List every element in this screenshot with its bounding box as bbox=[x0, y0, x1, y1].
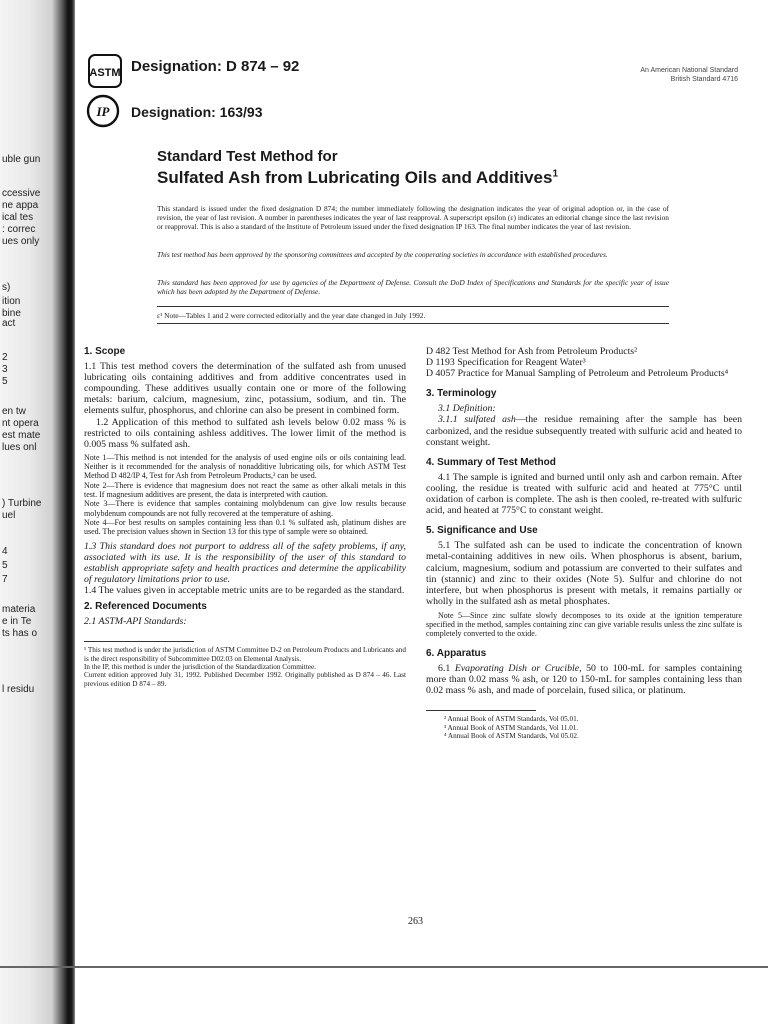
right-column bbox=[426, 346, 742, 740]
margin-fragment: ues only bbox=[2, 236, 40, 247]
ref-d4057: D 4057 Practice for Manual Sampling of Petroleum and Petroleum Products⁴ bbox=[426, 368, 729, 380]
margin-fragment: 7 bbox=[2, 574, 8, 585]
am-national-line: An American National Standard bbox=[640, 67, 738, 74]
dod-paragraph: This standard has been approved for use by agencies of the Department of Defense. Consult the DoD Index of Specifications and Standards for the specific year of issue which has been adopted by the Department of Defense. bbox=[157, 278, 669, 296]
margin-fragment: 5 bbox=[2, 376, 8, 387]
apparatus-heading: 6. Apparatus bbox=[426, 647, 487, 659]
note-2: Note 2—There is evidence that magnesium does not react the same as other alkali metals in this test. If magnesium additives are present, the data is interpreted with caution. bbox=[84, 480, 406, 500]
approval-paragraph: This test method has been approved by the sponsoring committees and accepted by the cooperating societies in accordance with established procedures. bbox=[157, 250, 608, 259]
margin-fragment: lues onl bbox=[2, 442, 37, 453]
designation-astm: Designation: D 874 – 92 bbox=[131, 58, 300, 75]
margin-fragment: en tw bbox=[2, 406, 26, 417]
note-3: Note 3—There is evidence that samples containing molybdenum can give low results because molybdenum compounds are not fully recovered at the temperature of ashing. bbox=[84, 499, 406, 518]
scope-1-3: 1.3 This standard does not purport to address all of the safety problems, if any, associated with its use. It is the responsibility of the user of this standard to establish appropriate safety and health practices and determine the applicability of regulatory limitations prior to use. bbox=[84, 540, 406, 585]
margin-fragment: 2 bbox=[2, 352, 8, 363]
margin-fragment: 4 bbox=[2, 546, 8, 557]
margin-fragment: e in Te bbox=[2, 616, 32, 627]
margin-fragment: s) bbox=[2, 282, 11, 293]
editorial-note: ε¹ Note—Tables 1 and 2 were corrected editorially and the year date changed in July 1992. bbox=[157, 311, 426, 320]
footnote-rule-right bbox=[426, 710, 536, 711]
definition-label: 3.1 Definition: bbox=[438, 403, 496, 415]
title-line-2 bbox=[157, 168, 558, 188]
astm-api-standards: 2.1 ASTM-API Standards: bbox=[84, 616, 187, 628]
terminology-heading: 3. Terminology bbox=[426, 388, 497, 400]
scope-1-1: 1.1 This test method covers the determination of the sulfated ash from unused lubricating oils containing additives and from additive concentrates used in compounding. These additives usually contain one or more of the following metals: barium, calcium, magnesium, zinc, potassium, sodium, and tin. The elements sulfur, phosphorus, and chlorine can also be present in combined form. bbox=[84, 361, 406, 417]
svg-text:IP: IP bbox=[96, 104, 110, 119]
ip-logo-icon bbox=[86, 94, 120, 128]
apparatus-label: 6.1 bbox=[438, 662, 455, 674]
footnote-1: ¹ This test method is under the jurisdiction of ASTM Committee D-2 on Petroleum Products and Lubricants and is the direct responsibility of Subcommittee D02.03 on Elemental Analysis. bbox=[84, 646, 406, 663]
title-line-1: Standard Test Method for bbox=[157, 148, 338, 165]
margin-fragment: ical tes bbox=[2, 212, 34, 223]
left-column bbox=[84, 346, 406, 688]
apparatus-term: Evaporating Dish or Crucible bbox=[454, 662, 580, 674]
definition-text: —the residue remaining after the sample has been carbonized, and the residue subsequently treated with sulfuric acid and heated to constant weight. bbox=[426, 414, 742, 448]
ref-d482: D 482 Test Method for Ash from Petroleum Products² bbox=[426, 346, 638, 357]
referenced-documents-heading: 2. Referenced Documents bbox=[84, 600, 207, 612]
margin-fragment: nt opera bbox=[2, 418, 39, 429]
note-4: Note 4—For best results on samples containing less than 0.1 % sulfated ash, platinum dishes are used. The precision values shown in Section 13 for this type of sample were so obtained. bbox=[84, 517, 406, 537]
footnote-1b: In the IP, this method is under the jurisdiction of the Standardization Committee. bbox=[84, 662, 316, 671]
scope-1-2: 1.2 Application of this method to sulfated ash levels below 0.02 mass % is restricted to oils containing ashless additives. The lower limit of the method is 0.005 mass % sulfated ash. bbox=[84, 416, 406, 450]
margin-fragment: 3 bbox=[2, 364, 8, 375]
designation-ip: Designation: 163/93 bbox=[131, 104, 263, 120]
scope-1-4: 1.4 The values given in acceptable metric units are to be regarded as the standard. bbox=[84, 584, 405, 596]
margin-fragment: act bbox=[2, 318, 16, 329]
ref-d1193: D 1193 Specification for Reagent Water³ bbox=[426, 357, 586, 369]
margin-fragment: est mate bbox=[2, 430, 41, 441]
british-standard-line: British Standard 4716 bbox=[670, 76, 738, 83]
margin-fragment: ccessive bbox=[2, 188, 41, 199]
title-text: Sulfated Ash from Lubricating Oils and Additives bbox=[157, 168, 553, 187]
summary-4-1: 4.1 The sample is ignited and burned until only ash and carbon remain. After cooling, the residue is treated with sulfuric acid and heated at 775°C until oxidation of carbon is complete. The ash is then cooled, re-treated with sulfuric acid, and heated at 775°C to constant weight. bbox=[426, 471, 742, 517]
title-footnote-mark: 1 bbox=[552, 168, 559, 180]
scope-heading: 1. Scope bbox=[84, 346, 126, 357]
footnote-1c: Current edition approved July 31, 1992. Published December 1992. Originally published as D 874 – 46. Last previous edition D 874 – 89. bbox=[84, 671, 406, 688]
margin-fragment: l residu bbox=[2, 684, 35, 695]
margin-fragment: ) Turbine bbox=[2, 498, 42, 509]
term-sulfated-ash: 3.1.1 sulfated ash bbox=[438, 414, 516, 426]
astm-logo-icon bbox=[88, 54, 122, 88]
margin-fragment: materia bbox=[2, 604, 36, 615]
bottom-scan-edge bbox=[0, 966, 768, 968]
intro-rule-bottom bbox=[157, 323, 669, 324]
apparatus-text: , 50 to 100-mL for samples containing more than 0.02 mass % ash, or 120 to 150-mL for samples containing less than 0.02 mass % ash, and made of porcelain, fused silica, or platinum. bbox=[426, 662, 742, 697]
footnote-4: ⁴ Annual Book of ASTM Standards, Vol 05.02. bbox=[444, 731, 579, 740]
margin-fragment: uel bbox=[2, 510, 16, 521]
page-number: 263 bbox=[408, 916, 423, 927]
note-1: Note 1—This method is not intended for the analysis of used engine oils or oils containing lead. Neither is it recommended for the analysis of nonadditive lubricating oils, for which ASTM Test Method D 482/IP 4, Test for Ash from Petroleum Products,² can be used. bbox=[84, 452, 406, 481]
margin-fragment: bine bbox=[2, 308, 21, 319]
margin-fragment: ne appa bbox=[2, 200, 39, 211]
significance-5-1: 5.1 The sulfated ash can be used to indicate the concentration of known metal-containing additives in new oils. When phosphorus is absent, barium, calcium, magnesium, sodium and potassium are converted to their sulfates and tin (stannic) and zinc to their oxides (Note 5). Sulfur and chlorine do not interfere, but when phosphorus is present with metals, it remains partially or wholly in the sulfated ash as metal phosphates. bbox=[426, 540, 742, 607]
significance-heading: 5. Significance and Use bbox=[426, 525, 538, 537]
intro-paragraph: This standard is issued under the fixed designation D 874; the number immediately following the designation indicates the year of original adoption or, in the case of revision, the year of last revision. A number in parentheses indicates the year of last reapproval. A superscript epsilon (ε) indicates an editorial change since the last revision or reapproval. This is also a standard of the Institute of Petroleum issued under the fixed designation IP 163. The final number indicates the year of last revision. bbox=[157, 204, 669, 231]
apparatus-6-1 bbox=[426, 663, 742, 696]
margin-fragment: ition bbox=[2, 296, 21, 307]
definition-sulfated-ash bbox=[426, 414, 742, 447]
margin-fragment: : correc bbox=[2, 224, 36, 235]
svg-text:ASTM: ASTM bbox=[89, 67, 121, 79]
note-5: Note 5—Since zinc sulfate slowly decomposes to its oxide at the ignition temperature specified in the method, samples containing zinc can give variable results unless the zinc sulfate is completely converted to the oxide. bbox=[426, 610, 742, 639]
american-national-standard-note bbox=[598, 66, 738, 84]
footnote-3: ³ Annual Book of ASTM Standards, Vol 11.01. bbox=[444, 723, 579, 732]
intro-rule-top bbox=[157, 306, 669, 307]
margin-fragment: 5 bbox=[2, 560, 8, 571]
margin-fragment: ts has o bbox=[2, 628, 38, 639]
footnote-rule-left bbox=[84, 641, 194, 642]
footnote-2: ² Annual Book of ASTM Standards, Vol 05.01. bbox=[444, 715, 579, 724]
summary-heading: 4. Summary of Test Method bbox=[426, 456, 556, 468]
margin-fragment: uble gun bbox=[2, 154, 41, 165]
